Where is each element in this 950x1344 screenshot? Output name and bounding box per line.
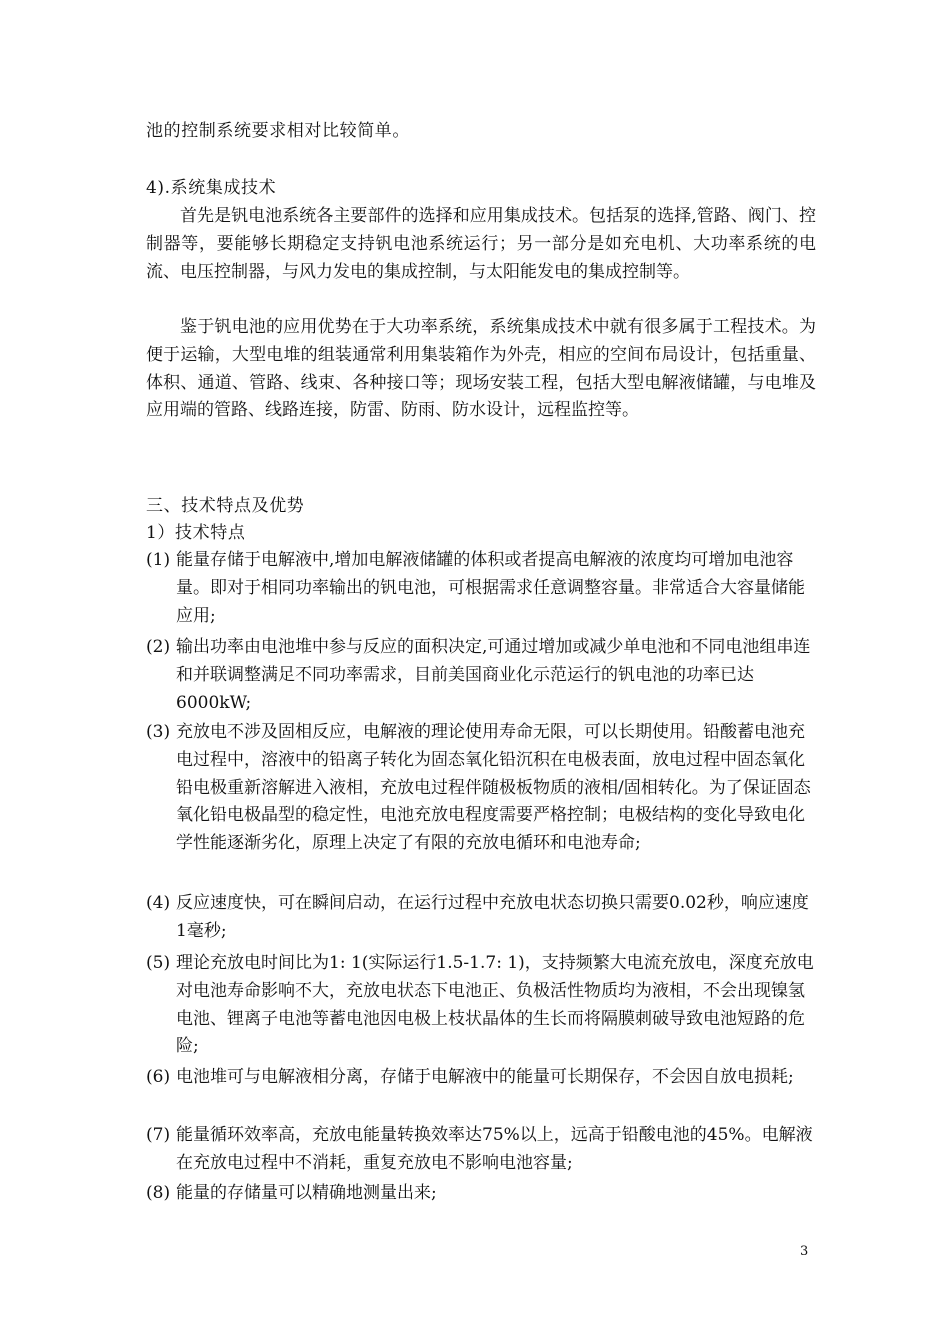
item-number: (1) — [146, 550, 171, 570]
list-item — [146, 950, 816, 1061]
item-text: 电池堆可与电解液相分离，存储于电解液中的能量可长期保存，不会因自放电损耗; — [176, 1067, 794, 1087]
paragraph-integration-components: 首先是钒电池系统各主要部件的选择和应用集成技术。包括泵的选择,管路、阀门、控制器等，要能够长期稳定支持钒电池系统运行；另一部分是如充电机、大功率系统的电流、电压控制器，与风力发电的集成控制，与太阳能发电的集成控制等。 — [146, 206, 816, 282]
item-text: 充放电不涉及固相反应，电解液的理论使用寿命无限，可以长期使用。铅酸蓄电池充电过程中，溶液中的铅离子转化为固态氧化铅沉积在电极表面，放电过程中固态氧化铅电极重新溶解进入液相，充放电过程伴随极板物质的液相/固相转化。为了保证固态氧化铅电极晶型的稳定性，电池充放电程度需要严格控制；电极结构的变化导致电化学性能逐渐劣化，原理上决定了有限的充放电循环和电池寿命; — [176, 722, 811, 854]
page-number: 3 — [800, 1244, 809, 1259]
list-item — [146, 1122, 816, 1178]
item-text: 理论充放电时间比为1: 1(实际运行1.5-1.7: 1)，支持频繁大电流充放电，深度充放电对电池寿命影响不大，充放电状态下电池正、负极活性物质均为液相，不会出现镍氢电池、锂离子电池等蓄电池因电极上枝状晶体的生长而将隔膜刺破导致电池短路的危险; — [176, 953, 814, 1057]
item-number: (5) — [146, 953, 171, 973]
features-heading: 1）技术特点 — [146, 523, 246, 543]
item-number: (6) — [146, 1067, 171, 1087]
item-text: 反应速度快，可在瞬间启动，在运行过程中充放电状态切换只需要0.02秒，响应速度1毫秒; — [176, 893, 809, 941]
list-item — [146, 719, 816, 858]
list-item — [146, 634, 816, 717]
item-text: 输出功率由电池堆中参与反应的面积决定,可通过增加或减少单电池和不同电池组串连和并联调整满足不同功率需求，目前美国商业化示范运行的钒电池的功率已达6000kW; — [176, 637, 811, 713]
item-text: 能量存储于电解液中,增加电解液储罐的体积或者提高电解液的浓度均可增加电池容量。即对于相同功率输出的钒电池，可根据需求任意调整容量。非常适合大容量储能应用; — [176, 550, 805, 626]
item-number: (8) — [146, 1183, 171, 1203]
continuation-text: 池的控制系统要求相对比较简单。 — [146, 121, 410, 141]
item-text: 能量循环效率高，充放电能量转换效率达75%以上，远高于铅酸电池的45%。电解液在充放电过程中不消耗，重复充放电不影响电池容量; — [176, 1125, 813, 1173]
item-number: (4) — [146, 893, 171, 913]
list-item — [146, 890, 816, 946]
section-3-heading: 三、技术特点及优势 — [146, 496, 305, 516]
paragraph-integration-engineering: 鉴于钒电池的应用优势在于大功率系统，系统集成技术中就有很多属于工程技术。为便于运输，大型电堆的组装通常利用集装箱作为外壳，相应的空间布局设计，包括重量、体积、通道、管路、线束、各种接口等；现场安装工程，包括大型电解液储罐，与电堆及应用端的管路、线路连接，防雷、防雨、防水设计，远程监控等。 — [146, 317, 816, 421]
item-text: 能量的存储量可以精确地测量出来; — [176, 1183, 437, 1203]
item-number: (3) — [146, 722, 171, 742]
list-item — [146, 547, 816, 630]
item-number: (7) — [146, 1125, 171, 1145]
list-item — [146, 1180, 816, 1208]
list-item — [146, 1064, 816, 1092]
item-number: (2) — [146, 637, 171, 657]
section-4-heading: 4).系统集成技术 — [146, 178, 277, 198]
